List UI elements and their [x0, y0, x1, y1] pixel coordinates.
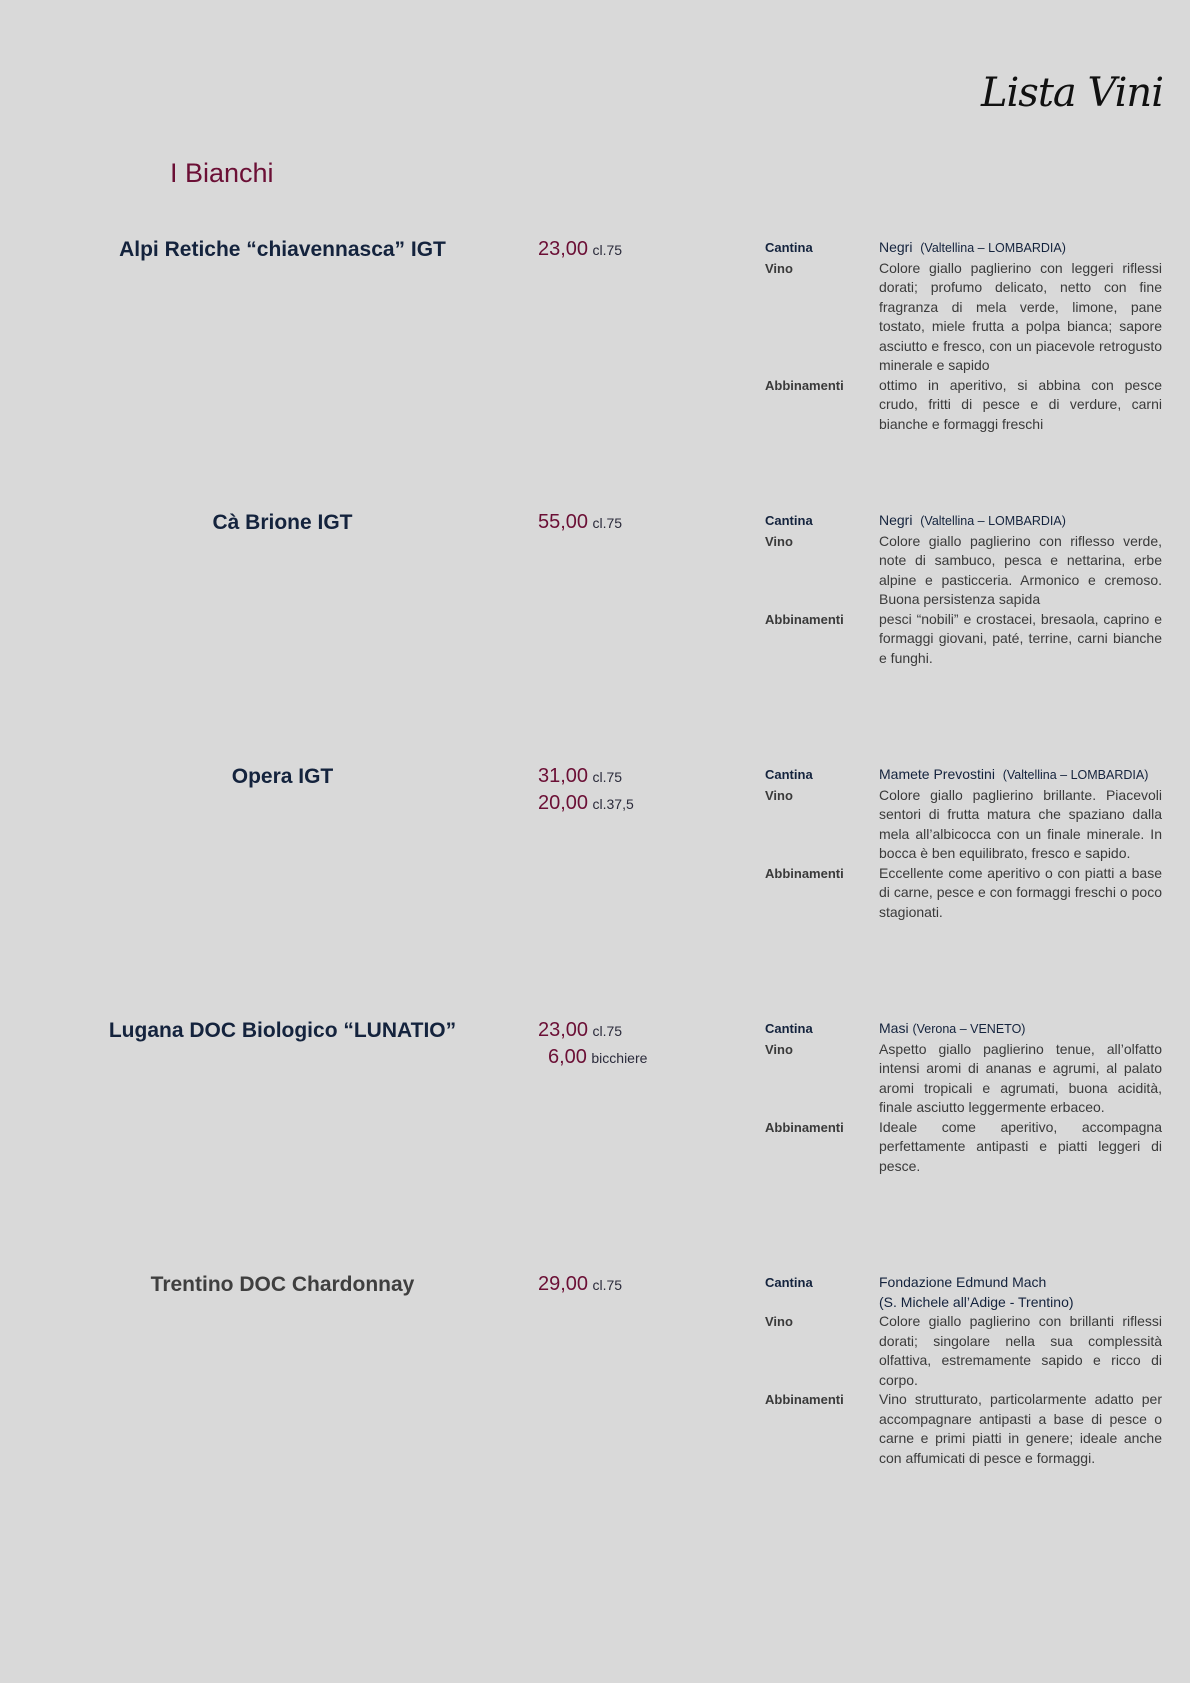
vino-description: Aspetto giallo paglierino tenue, all’olfatto intensi aromi di ananas e agrumi, al palato aromi tropicali e agrumati, buona acidità, finale asciutto leggermente erbaceo. [879, 1040, 1162, 1115]
price-unit: cl.75 [592, 515, 623, 531]
wine-name: Trentino DOC Chardonnay [150, 1273, 415, 1296]
abbinamenti-description: Ideale come aperitivo, accompagna perfettamente antipasti e piatti leggeri di pesce. [879, 1118, 1162, 1174]
price-unit: cl.75 [592, 1023, 623, 1039]
vino-label: Vino [765, 787, 793, 803]
cantina-label: Cantina [765, 1021, 813, 1036]
wine-name: Cà Brione IGT [212, 511, 353, 534]
region: (Valtellina – LOMBARDIA) [920, 241, 1066, 255]
region: (S. Michele all’Adige - Trentino) [879, 1293, 1074, 1310]
abbinamenti-label: Abbinamenti [765, 1119, 844, 1135]
wine-details [765, 1019, 1162, 1176]
price-unit: cl.37,5 [592, 796, 634, 812]
wine-details [765, 1273, 1162, 1468]
vino-label: Vino [765, 533, 793, 549]
wine-details [765, 238, 1162, 434]
wine-details [765, 765, 1162, 922]
price: 20,00 [538, 792, 589, 814]
wine-name: Alpi Retiche “chiavennasca” IGT [119, 238, 446, 261]
producer: Mamete Prevostini [879, 766, 995, 782]
price-unit: cl.75 [592, 242, 623, 258]
price: 23,00 [538, 1019, 589, 1041]
vino-label: Vino [765, 260, 793, 276]
vino-description: Colore giallo paglierino con brillanti riflessi dorati; singolare nella sua complessità olfattiva, estremamente sapido e ricco di corpo. [879, 1313, 1162, 1388]
price: 29,00 [538, 1273, 589, 1295]
document-title: Lista Vini [980, 70, 1163, 116]
cantina-label: Cantina [765, 1275, 813, 1290]
wine-prices [538, 511, 622, 538]
abbinamenti-description: pesci “nobili” e crostacei, bresaola, caprino e formaggi giovani, paté, terrine, carni bianche e funghi. [879, 610, 1162, 666]
region: (Valtellina – LOMBARDIA) [1002, 768, 1149, 782]
wine-prices [538, 238, 622, 265]
vino-label: Vino [765, 1314, 793, 1329]
section-title: I Bianchi [170, 158, 274, 188]
vino-description: Colore giallo paglierino con riflesso verde, note di sambuco, pesca e nettarina, erbe alpine e pasticceria. Armonico e cremoso. Buona persistenza sapida [879, 532, 1162, 607]
region: (Verona – VENETO) [912, 1022, 1026, 1036]
cantina-label: Cantina [765, 240, 813, 255]
price-unit: cl.75 [592, 769, 623, 785]
vino-description: Colore giallo paglierino brillante. Piacevoli sentori di frutta matura che spaziano dalla mela all’albicocca con un finale minerale. In bocca è ben equilibrato, fresco e sapido. [879, 786, 1162, 861]
price-unit: bicchiere [591, 1050, 648, 1066]
abbinamenti-label: Abbinamenti [765, 611, 844, 627]
price: 31,00 [538, 765, 589, 787]
producer: Fondazione Edmund Mach [879, 1274, 1047, 1290]
abbinamenti-label: Abbinamenti [765, 1392, 844, 1407]
cantina-label: Cantina [765, 767, 813, 782]
abbinamenti-description: Eccellente come aperitivo o con piatti a base di carne, pesce e con formaggi freschi o poco stagionati. [879, 864, 1162, 920]
cantina-label: Cantina [765, 513, 813, 528]
region: (Valtellina – LOMBARDIA) [920, 514, 1066, 528]
price: 55,00 [538, 511, 589, 533]
vino-label: Vino [765, 1041, 793, 1057]
wine-prices [538, 1273, 622, 1300]
wine-name: Lugana DOC Biologico “LUNATIO” [108, 1019, 457, 1042]
producer: Masi [879, 1020, 909, 1036]
producer: Negri [879, 512, 913, 528]
price-unit: cl.75 [592, 1277, 623, 1293]
wine-details [765, 511, 1162, 668]
producer: Negri [879, 239, 913, 255]
price: 23,00 [538, 238, 589, 260]
abbinamenti-description: Vino strutturato, particolarmente adatto per accompagnare antipasti a base di pesce o carne e primi piatti in genere; ideale anche con affumicati di pesce e formaggi. [879, 1391, 1162, 1466]
abbinamenti-label: Abbinamenti [765, 865, 844, 881]
price: 6,00 [548, 1046, 587, 1068]
vino-description: Colore giallo paglierino con leggeri riflessi dorati; profumo delicato, netto con fine fragranza di mela verde, limone, pane tostato, miele frutta a polpa bianca; sapore asciutto e fresco, con un piacevole retrogusto minerale e sapido [879, 259, 1162, 373]
wine-prices [538, 1019, 647, 1073]
abbinamenti-label: Abbinamenti [765, 377, 844, 393]
abbinamenti-description: ottimo in aperitivo, si abbina con pesce crudo, fritti di pesce e di verdure, carni bianche e formaggi freschi [879, 376, 1162, 432]
wine-prices [538, 765, 634, 819]
wine-name: Opera IGT [231, 765, 334, 788]
